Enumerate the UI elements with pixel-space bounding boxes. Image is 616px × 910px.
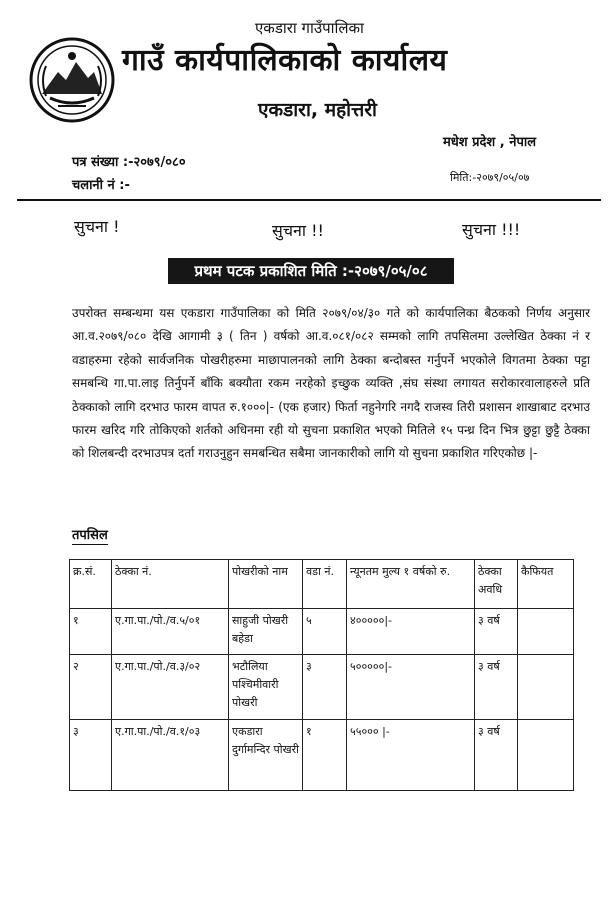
cell-ward-no: ३ bbox=[303, 655, 347, 720]
header-remarks: कैफियत bbox=[518, 560, 574, 609]
cell-pond-name: एकडारा दुर्गामन्दिर पोखरी bbox=[229, 720, 303, 791]
header-contract-no: ठेक्का नं. bbox=[112, 560, 229, 609]
cell-remarks bbox=[518, 720, 574, 791]
table-title: तपसिल bbox=[72, 528, 108, 543]
cell-contract-no: ए.गा.पा./पो./व.१/०३ bbox=[112, 720, 229, 791]
dispatch-number: चलानी नं :- bbox=[72, 178, 130, 193]
nepal-emblem-icon bbox=[28, 36, 116, 124]
office-title: गाउँ कार्यपालिकाको कार्यालय bbox=[122, 43, 448, 78]
cell-contract-period: ३ वर्ष bbox=[475, 655, 518, 720]
tender-table bbox=[69, 559, 574, 791]
table-row bbox=[70, 720, 574, 791]
cell-ward-no: १ bbox=[303, 720, 347, 791]
office-address: एकडारा, महोत्तरी bbox=[258, 99, 377, 121]
cell-pond-name: भटौलिया पश्चिमीवारी पोखरी bbox=[229, 655, 303, 720]
notice-heading-3: सुचना !!! bbox=[462, 220, 521, 239]
cell-contract-period: ३ वर्ष bbox=[475, 720, 518, 791]
cell-remarks bbox=[518, 609, 574, 655]
letter-date: मिति:-२०७९/०५/०७ bbox=[450, 171, 530, 184]
header-pond-name: पोखरीको नाम bbox=[229, 560, 303, 609]
cell-minimum-price: ४०००००|- bbox=[347, 609, 475, 655]
table-header-row bbox=[70, 560, 574, 609]
cell-serial: ३ bbox=[70, 720, 112, 791]
header-ward-no: वडा नं. bbox=[303, 560, 347, 609]
cell-contract-period: ३ वर्ष bbox=[475, 609, 518, 655]
cell-contract-no: ए.गा.पा./पो./व.५/०१ bbox=[112, 609, 229, 655]
cell-minimum-price: ५०००००|- bbox=[347, 655, 475, 720]
header-serial: क्र.सं. bbox=[70, 560, 112, 609]
notice-body: उपरोक्त सम्बन्धमा यस एकडारा गाउँपालिका को मिति २०७९/०४/३० गते को कार्यपालिका बैठकको निर्णय अनुसार आ.व.२०७९/०८० देखि आगामी ३ ( तिन ) वर्षको आ.व.०८१/०८२ सम्मको लागि तपसिलमा उल्लेखित ठेक्का नं र वडाहरुमा रहेको सार्वजनिक पोखरीहरुमा माछापालनको लागि ठेक्का बन्दोबस्त गर्नुपर्ने भएकोले विगतमा ठेक्का पट्टा समबन्धि गा.पा.लाइ तिर्नुपर्ने बाँकि बक्यौता रकम नरहेको इच्छुक व्यक्ति ,संघ संस्था लगायत सरोकारवालाहरुले प्रति ठेक्काको लागि दरभाउ फारम वापत रु.१०००|- (एक हजार) फिर्ता नहुनेगरि नगदै राजस्व तिरी प्रशासन शाखाबाट दरभाउ फारम खरिद गरि तोकिएको शर्तको अधिनमा रही यो सुचना प्रकाशित भएको मितिले १५ पन्ध्र दिन भित्र छुट्टा छुट्टै ठेक्का को शिलबन्दी दरभाउपत्र दर्ता गराउनुहुन समबन्धित सबैमा जानकारीको लागि यो सुचना प्रकाशित गरिएकोछ |- bbox=[72, 306, 590, 461]
notice-heading-1: सुचना ! bbox=[74, 217, 120, 236]
notice-heading-2: सुचना !! bbox=[272, 221, 324, 240]
header-contract-period: ठेक्का अवधि bbox=[475, 560, 518, 609]
publication-date-banner: प्रथम पटक प्रकाशित मिति :-२०७९/०५/०८ bbox=[168, 258, 454, 284]
cell-serial: १ bbox=[70, 609, 112, 655]
cell-contract-no: ए.गा.पा./पो./व.३/०२ bbox=[112, 655, 229, 720]
province-country: मधेश प्रदेश , नेपाल bbox=[443, 135, 537, 150]
table-row bbox=[70, 655, 574, 720]
cell-ward-no: ५ bbox=[303, 609, 347, 655]
cell-serial: २ bbox=[70, 655, 112, 720]
cell-remarks bbox=[518, 655, 574, 720]
header-divider bbox=[17, 199, 601, 201]
cell-minimum-price: ५५००० |- bbox=[347, 720, 475, 791]
cell-pond-name: साहुजी पोखरी बहेडा bbox=[229, 609, 303, 655]
letter-number: पत्र संख्या :-२०७९/०८० bbox=[72, 155, 186, 170]
table-row bbox=[70, 609, 574, 655]
header-minimum-price: न्यूनतम मुल्य १ वर्षको रु. bbox=[347, 560, 475, 609]
municipality-name: एकडारा गाउँपालिका bbox=[255, 19, 364, 37]
